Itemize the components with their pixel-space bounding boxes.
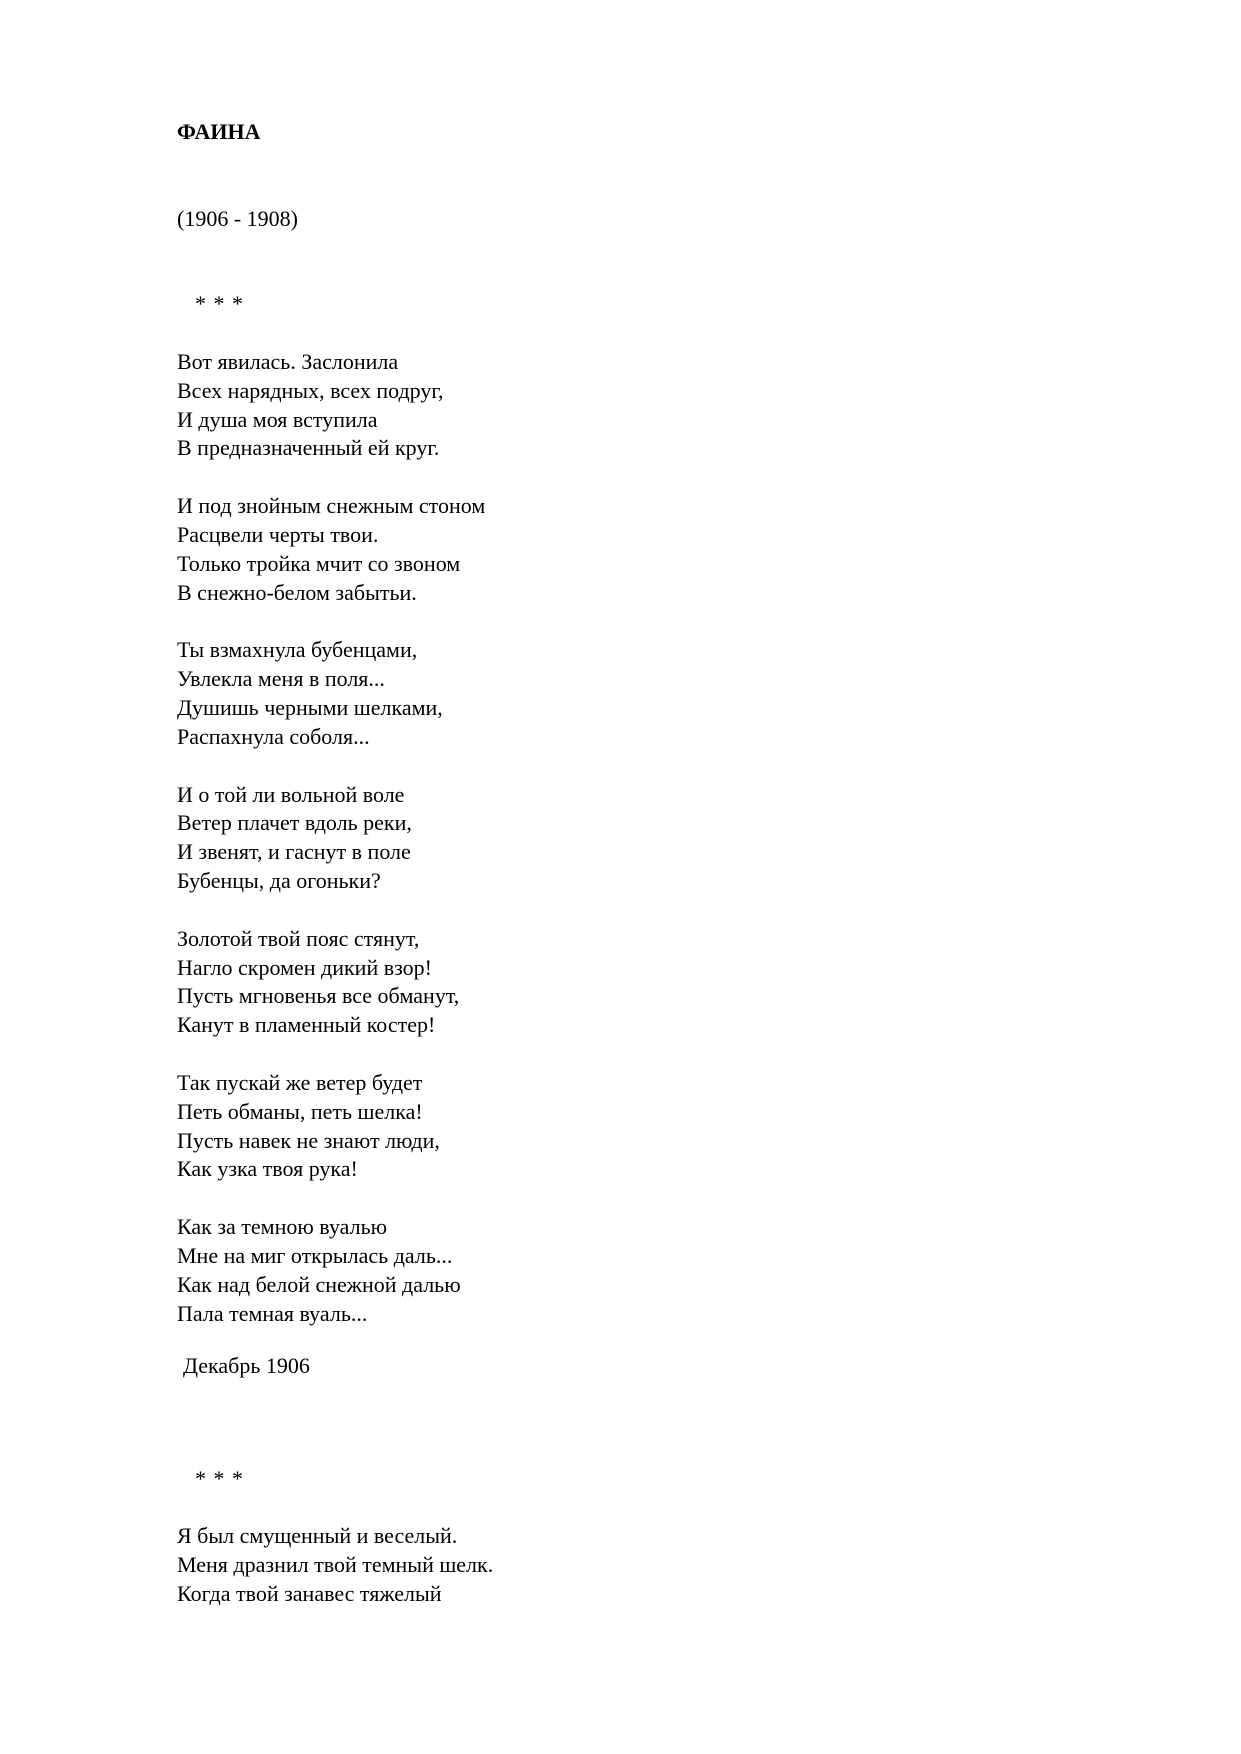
poem-line: Меня дразнил твой темный шелк. (177, 1551, 494, 1577)
poem-line: Расцвели черты твои. (177, 521, 379, 547)
stanza (177, 781, 877, 896)
stanza (177, 636, 877, 751)
stanza (177, 492, 877, 607)
poem-line: Вот явилась. Заслонила (177, 349, 399, 374)
poem-line: Как над белой снежной далью (177, 1271, 461, 1297)
stanza (177, 1522, 877, 1608)
poem-line: Всех нарядных, всех подруг, (177, 377, 444, 403)
poem-line: В снежно-белом забытьи. (177, 579, 417, 605)
poem-line: Распахнула соболя... (177, 723, 370, 749)
poem-line: И о той ли вольной воле (177, 781, 405, 807)
poem-line: Петь обманы, петь шелка! (177, 1098, 423, 1124)
poem-line: Как узка твоя рука! (177, 1156, 358, 1182)
stanza (177, 925, 877, 1040)
poem (177, 1522, 877, 1637)
poem-line: Пусть мгновенья все обманут, (177, 983, 460, 1009)
poem-line: Ты взмахнула бубенцами, (177, 637, 418, 663)
stanza (177, 348, 877, 463)
poem-date: Декабрь 1906 (183, 1353, 310, 1378)
stanza (177, 1069, 877, 1184)
poem-line: Когда твой занавес тяжелый (177, 1580, 442, 1606)
poem-marker: * * * (195, 1466, 244, 1491)
poem-line: Бубенцы, да огоньки? (177, 867, 381, 893)
poem-line: Канут в пламенный костер! (177, 1012, 436, 1038)
page-title: ФАИНА (177, 119, 261, 144)
years-subtitle: (1906 - 1908) (177, 206, 298, 231)
poem-line: Мне на миг открылась даль... (177, 1242, 453, 1268)
poem-line: И душа моя вступила (177, 406, 378, 432)
poem-line: Я был смущенный и веселый. (177, 1523, 458, 1548)
poem-line: Только тройка мчит со звоном (177, 550, 461, 576)
poem-marker: * * * (195, 291, 244, 316)
poem-line: Нагло скромен дикий взор! (177, 954, 433, 980)
poem-line: Пусть навек не знают люди, (177, 1127, 440, 1153)
stanza (177, 1213, 877, 1328)
poem-line: Душишь черными шелками, (177, 694, 443, 720)
poem (177, 348, 877, 1357)
poem-line: В предназначенный ей круг. (177, 435, 440, 461)
poem-line: И звенят, и гаснут в поле (177, 839, 411, 865)
poem-line: И под знойным снежным стоном (177, 493, 486, 519)
poem-line: Пала темная вуаль... (177, 1300, 368, 1326)
poem-line: Увлекла меня в поля... (177, 666, 385, 692)
poem-line: Ветер плачет вдоль реки, (177, 810, 412, 836)
poem-line: Как за темною вуалью (177, 1214, 388, 1240)
poem-line: Так пускай же ветер будет (177, 1069, 423, 1095)
poem-line: Золотой твой пояс стянут, (177, 925, 420, 951)
